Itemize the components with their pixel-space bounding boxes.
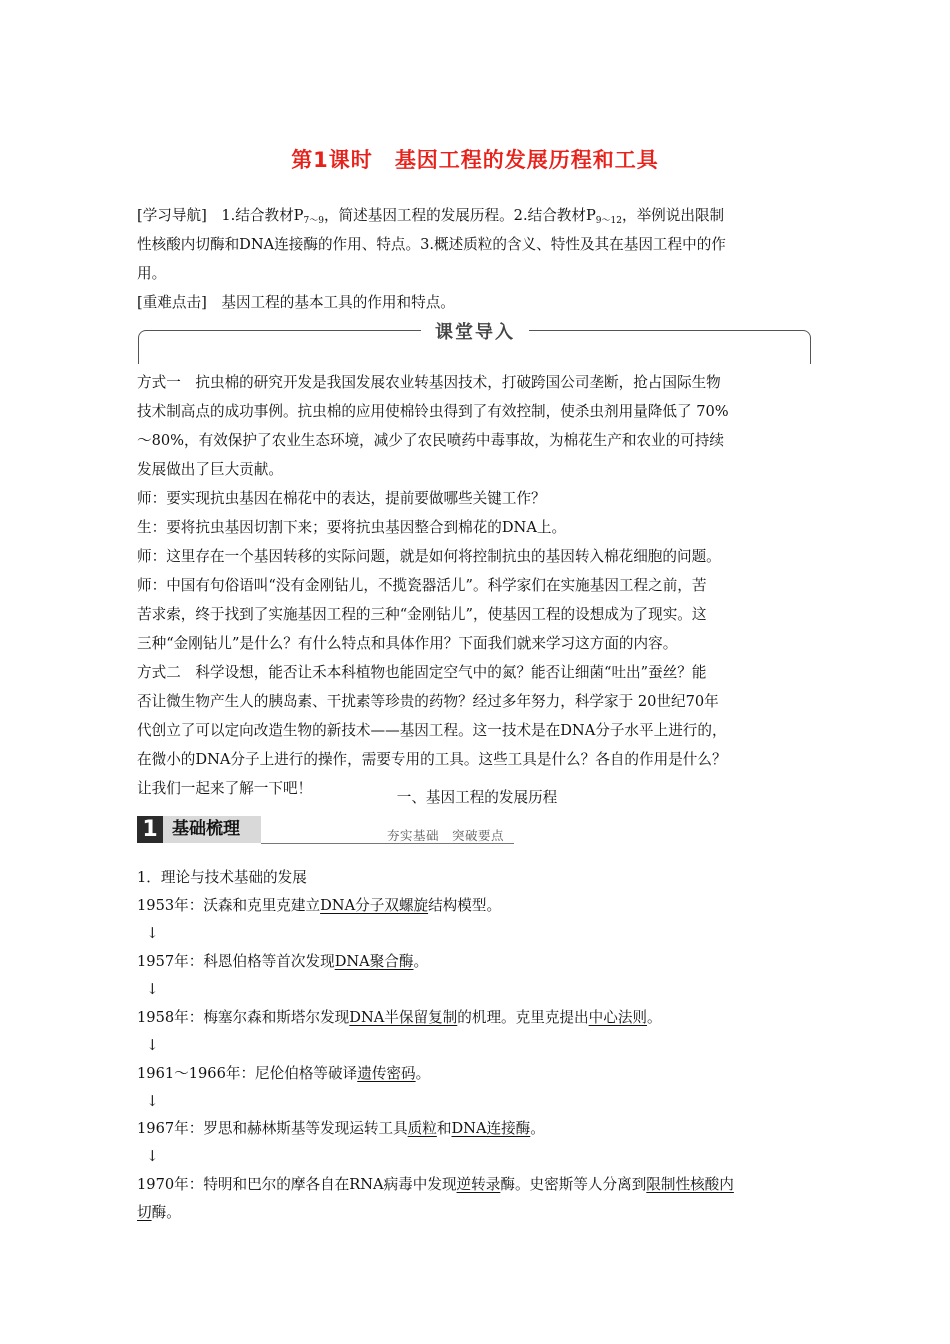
lesson-number: 第1课时 xyxy=(291,148,373,172)
section-heading: 一、基因工程的发展历程 xyxy=(396,789,558,806)
section-badge-number: 1 xyxy=(137,816,163,843)
down-arrow-icon: ↓ xyxy=(146,980,159,998)
intro-line: 让我们一起来了解一下吧！ xyxy=(137,780,313,797)
intro-line: 否让微生物产生人的胰岛素、干扰素等珍贵的药物？经过多年努力，科学家于 20世纪70年 xyxy=(137,693,719,710)
guide-tag: [学习导航] xyxy=(137,207,207,224)
timeline-item-1970: 1970年：特明和巴尔的摩各自在RNA病毒中发现逆转录酶。史密斯等人分离到限制性核酸内 xyxy=(137,1176,734,1193)
answer-blank: 逆转录 xyxy=(456,1176,501,1193)
answer-blank: 限制性核酸内 xyxy=(646,1176,734,1193)
answer-blank: 质粒 xyxy=(407,1120,437,1137)
down-arrow-icon: ↓ xyxy=(146,1092,159,1110)
banner-rule-right xyxy=(529,330,803,331)
timeline-item-1967: 1967年：罗思和赫林斯基等发现运转工具质粒和DNA连接酶。 xyxy=(137,1120,545,1137)
banner-bracket-right xyxy=(810,337,811,364)
intro-line: 师：这里存在一个基因转移的实际问题，就是如何将控制抗虫的基因转入棉花细胞的问题。 xyxy=(137,548,721,565)
page-title xyxy=(0,144,950,174)
guide-line-1: [学习导航] 1.结合教材$P_{7\sim 9}$，简述基因工程的发展历程。2.结合教材$P_{9\sim 12}$，举例说出限制 xyxy=(137,207,725,226)
down-arrow-icon: ↓ xyxy=(146,1036,159,1054)
answer-blank: 中心法则 xyxy=(588,1009,648,1026)
intro-line: 方式二 科学设想，能否让禾本科植物也能固定空气中的氮？能否让细菌“吐出”蚕丝？能 xyxy=(137,664,707,681)
down-arrow-icon: ↓ xyxy=(146,1147,159,1165)
answer-blank: DNA半保留复制 xyxy=(349,1009,458,1026)
guide-line-3: 用。 xyxy=(137,265,167,282)
banner-corner-left xyxy=(138,330,147,339)
intro-line: 师：中国有句俗语叫“没有金刚钻儿，不揽瓷器活儿”。科学家们在实施基因工程之前，苦 xyxy=(137,577,707,594)
intro-line: 发展做出了巨大贡献。 xyxy=(137,461,283,478)
intro-line: 师：要实现抗虫基因在棉花中的表达，提前要做哪些关键工作？ xyxy=(137,490,546,507)
keypoint-line: [重难点击] 基因工程的基本工具的作用和特点。 xyxy=(137,294,455,311)
answer-blank: 遗传密码 xyxy=(357,1065,416,1082)
guide-line-2: 性核酸内切酶和DNA连接酶的作用、特点。3.概述质粒的含义、特性及其在基因工程中的作 xyxy=(137,236,726,253)
section-badge-label: 基础梳理 xyxy=(172,819,240,839)
answer-blank: 切 xyxy=(137,1204,152,1221)
down-arrow-icon: ↓ xyxy=(146,924,159,942)
intro-line: ～80%，有效保护了农业生态环境，减少了农民喷药中毒事故，为棉花生产和农业的可持续 xyxy=(137,432,725,449)
keypoint-tag: [重难点击] xyxy=(137,294,207,311)
answer-blank: DNA分子双螺旋 xyxy=(320,897,429,914)
intro-line: 方式一 抗虫棉的研究开发是我国发展农业转基因技术，打破跨国公司垄断，抢占国际生物 xyxy=(137,374,721,391)
subheading: 1．理论与技术基础的发展 xyxy=(137,869,307,886)
intro-line: 在微小的DNA分子上进行的操作，需要专用的工具。这些工具是什么？各自的作用是什么？ xyxy=(137,751,727,768)
intro-line: 苦求索，终于找到了实施基因工程的三种“金刚钻儿”，使基因工程的设想成为了现实。这 xyxy=(137,606,707,623)
timeline-item-1957: 1957年：科恩伯格等首次发现DNA聚合酶。 xyxy=(137,953,429,970)
intro-line: 生：要将抗虫基因切割下来；要将抗虫基因整合到棉花的DNA上。 xyxy=(137,519,567,536)
timeline-item-1953: 1953年：沃森和克里克建立DNA分子双螺旋结构模型。 xyxy=(137,897,502,914)
intro-line: 技术制高点的成功事例。抗虫棉的应用使棉铃虫得到了有效控制，使杀虫剂用量降低了 70% xyxy=(137,403,729,420)
banner-corner-right xyxy=(802,330,811,339)
lesson-topic: 基因工程的发展历程和工具 xyxy=(394,148,659,172)
banner-rule-left xyxy=(145,330,421,331)
timeline-item-1958: 1958年：梅塞尔森和斯塔尔发现DNA半保留复制的机理。克里克提出中心法则。 xyxy=(137,1009,662,1026)
timeline-item-1970-cont: 切酶。 xyxy=(137,1204,181,1221)
answer-blank: DNA聚合酶 xyxy=(334,953,414,970)
timeline-item-1961: 1961～1966年：尼伦伯格等破译遗传密码。 xyxy=(137,1065,431,1082)
banner-title: 课堂导入 xyxy=(435,322,515,343)
intro-line: 三种“金刚钻儿”是什么？有什么特点和具体作用？下面我们就来学习这方面的内容。 xyxy=(137,635,678,652)
section-badge-subtitle: 夯实基础 突破要点 xyxy=(387,828,505,843)
banner-bracket-left xyxy=(138,337,139,364)
section-badge-rule xyxy=(261,843,514,844)
answer-blank: DNA连接酶 xyxy=(451,1120,531,1137)
intro-line: 代创立了可以定向改造生物的新技术——基因工程。这一技术是在DNA分子水平上进行的， xyxy=(137,722,727,739)
